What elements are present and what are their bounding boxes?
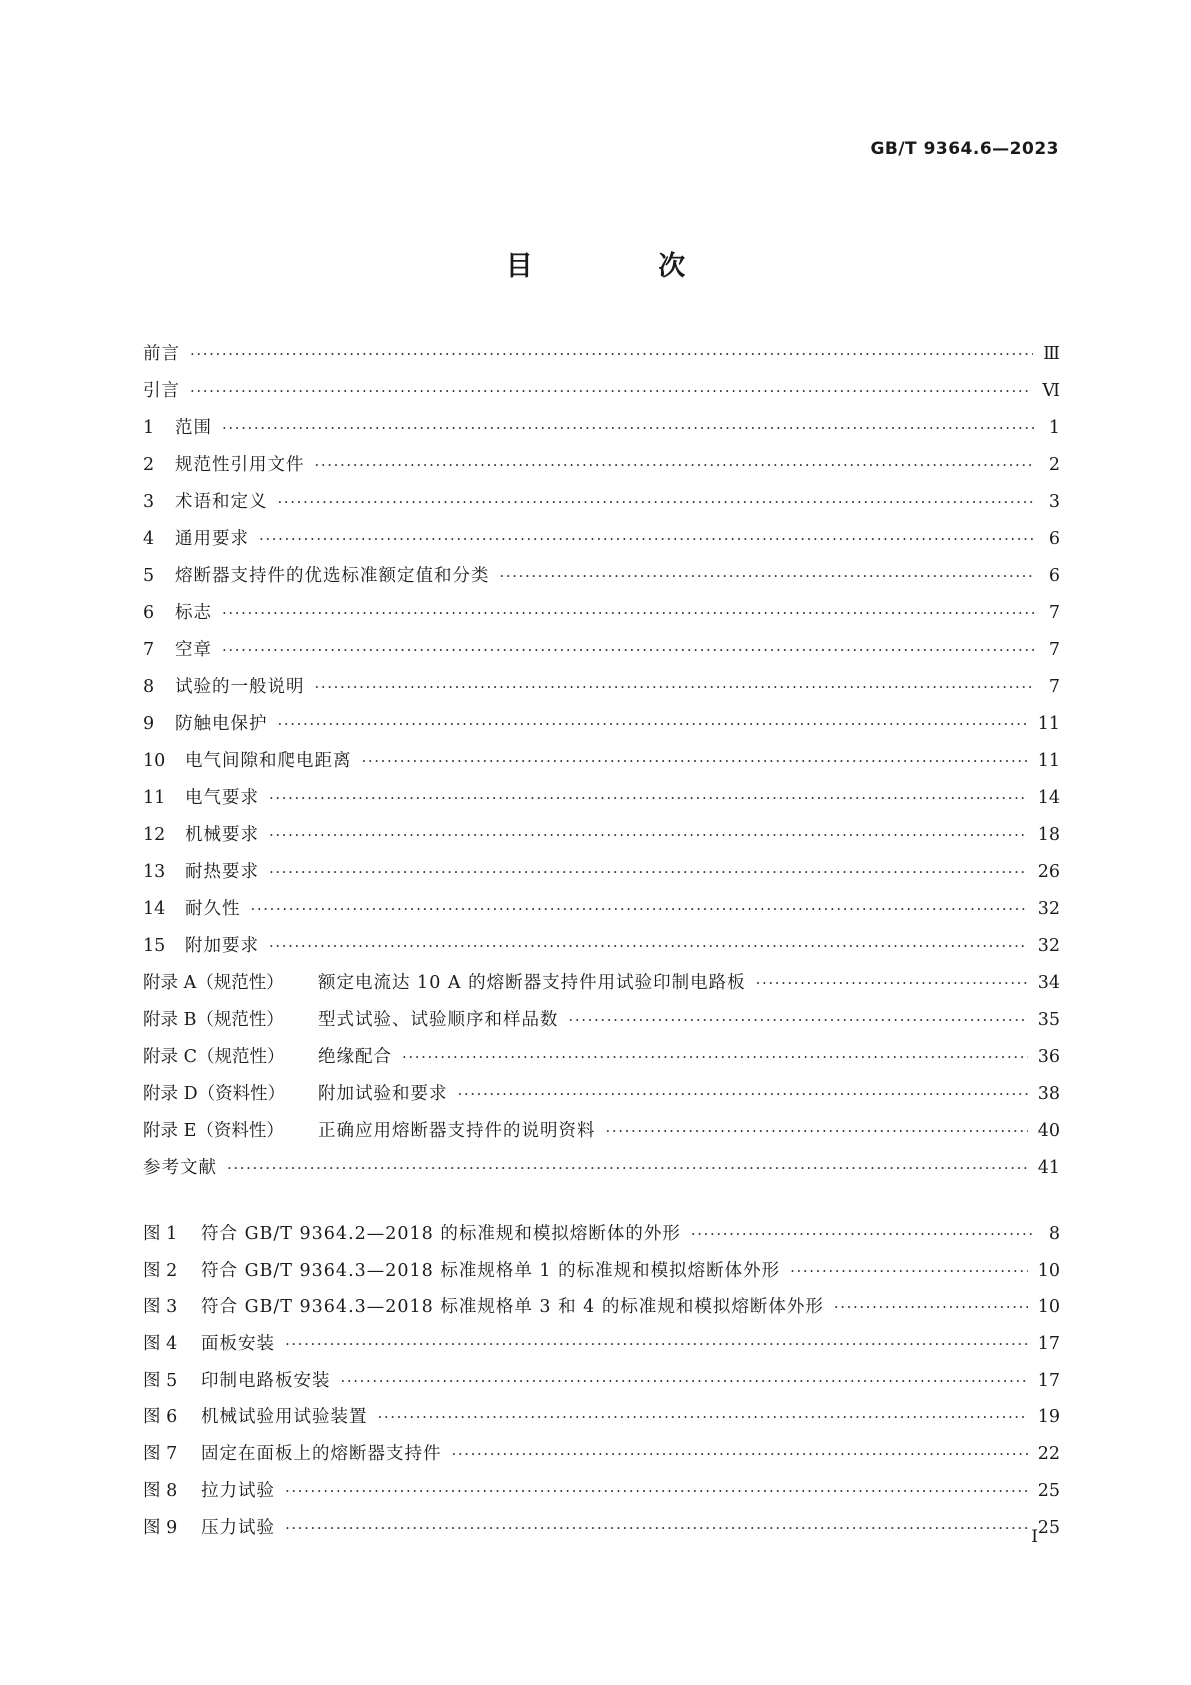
dot-leader <box>606 1122 1028 1140</box>
dot-leader <box>227 1159 1028 1177</box>
dot-leader <box>269 937 1028 955</box>
section-title: 耐久性 <box>185 899 241 919</box>
section-title: 电气要求 <box>185 788 259 808</box>
page-number: 7 <box>1048 640 1060 660</box>
section-number: 附录 D（资料性） <box>143 1084 286 1104</box>
figure-number: 图 6 <box>143 1407 178 1428</box>
section-title: 机械要求 <box>185 825 259 845</box>
list-of-figures <box>143 1220 1060 1550</box>
page-number: 10 <box>1037 1297 1060 1318</box>
figure-entry[interactable] <box>143 1257 1060 1294</box>
figure-title: 压力试验 <box>201 1517 275 1538</box>
dot-leader <box>315 678 1035 696</box>
section-title: 型式试验、试验顺序和样品数 <box>318 1010 559 1030</box>
dot-leader <box>285 1335 1028 1353</box>
toc-entry[interactable] <box>143 858 1060 895</box>
figure-entry[interactable] <box>143 1367 1060 1404</box>
page-number: 32 <box>1037 899 1060 919</box>
figure-title: 面板安装 <box>201 1334 275 1355</box>
dot-leader <box>269 826 1028 844</box>
dot-leader <box>452 1445 1028 1463</box>
standard-code: GB/T 9364.6—2023 <box>870 139 1059 159</box>
page-number: 26 <box>1037 862 1060 882</box>
section-title: 参考文献 <box>143 1158 217 1178</box>
figure-entry[interactable] <box>143 1330 1060 1367</box>
toc-entry[interactable] <box>143 821 1060 858</box>
page-number: 36 <box>1037 1047 1060 1067</box>
page-title: 目 次 <box>505 251 744 282</box>
page-number: 35 <box>1037 1010 1060 1030</box>
section-number: 14 <box>143 899 166 919</box>
page-number: 34 <box>1037 973 1060 993</box>
page-number: 10 <box>1037 1260 1060 1281</box>
section-title: 电气间隙和爬电距离 <box>185 751 352 771</box>
dot-leader <box>251 900 1028 918</box>
page-number: 19 <box>1037 1407 1060 1428</box>
dot-leader <box>259 530 1034 548</box>
dot-leader <box>285 1482 1028 1500</box>
dot-leader <box>458 1085 1028 1103</box>
dot-leader <box>402 1048 1028 1066</box>
toc-entry[interactable] <box>143 747 1060 784</box>
section-number: 12 <box>143 825 166 845</box>
section-number: 6 <box>143 603 155 623</box>
section-number: 3 <box>143 492 155 512</box>
toc-entry[interactable] <box>143 562 1060 599</box>
section-title: 通用要求 <box>175 529 249 549</box>
figure-number: 图 4 <box>143 1334 178 1355</box>
section-title: 耐热要求 <box>185 862 259 882</box>
section-title: 引言 <box>143 381 180 401</box>
section-number: 附录 B（规范性） <box>143 1010 284 1030</box>
section-title: 附加试验和要求 <box>318 1084 448 1104</box>
toc-entry[interactable] <box>143 710 1060 747</box>
figure-number: 图 3 <box>143 1297 178 1318</box>
section-title: 术语和定义 <box>175 492 268 512</box>
toc-entry[interactable] <box>143 488 1060 525</box>
page-number: 25 <box>1037 1480 1060 1501</box>
toc-entry[interactable] <box>143 1080 1060 1117</box>
section-number: 附录 A（规范性） <box>143 973 284 993</box>
dot-leader <box>362 752 1028 770</box>
footer-page-number: I <box>1031 1527 1038 1547</box>
section-number: 1 <box>143 418 155 438</box>
figure-title: 固定在面板上的熔断器支持件 <box>201 1444 442 1465</box>
section-title: 标志 <box>175 603 212 623</box>
section-number: 2 <box>143 455 155 475</box>
section-title: 绝缘配合 <box>318 1047 392 1067</box>
toc-entry[interactable] <box>143 525 1060 562</box>
dot-leader <box>500 567 1035 585</box>
section-title: 附加要求 <box>185 936 259 956</box>
dot-leader <box>278 715 1028 733</box>
dot-leader <box>222 641 1034 659</box>
figure-entry[interactable] <box>143 1220 1060 1257</box>
section-title: 正确应用熔断器支持件的说明资料 <box>318 1121 596 1141</box>
section-number: 11 <box>143 788 166 808</box>
page-number: Ⅲ <box>1043 344 1060 364</box>
toc-entry[interactable] <box>143 451 1060 488</box>
dot-leader <box>269 789 1028 807</box>
dot-leader <box>222 604 1034 622</box>
page-number: 3 <box>1048 492 1060 512</box>
toc-entry[interactable] <box>143 1154 1060 1191</box>
page-number: 22 <box>1037 1444 1060 1465</box>
toc-entry[interactable] <box>143 636 1060 673</box>
figure-entry[interactable] <box>143 1477 1060 1514</box>
figure-title: 符合 GB/T 9364.3—2018 标准规格单 1 的标准规和模拟熔断体外形 <box>201 1260 781 1281</box>
page-number: 7 <box>1048 603 1060 623</box>
toc-entry[interactable] <box>143 377 1060 414</box>
figure-number: 图 5 <box>143 1370 178 1391</box>
toc-entry[interactable] <box>143 673 1060 710</box>
dot-leader <box>278 493 1035 511</box>
toc-entry[interactable] <box>143 1006 1060 1043</box>
dot-leader <box>569 1011 1028 1029</box>
page-number: 7 <box>1048 677 1060 697</box>
dot-leader <box>315 456 1035 474</box>
page-number: 2 <box>1048 455 1060 475</box>
page-number: 32 <box>1037 936 1060 956</box>
page-number: 41 <box>1037 1158 1060 1178</box>
section-title: 熔断器支持件的优选标准额定值和分类 <box>175 566 490 586</box>
dot-leader <box>378 1408 1028 1426</box>
toc-entry[interactable] <box>143 340 1060 377</box>
figure-number: 图 9 <box>143 1517 178 1538</box>
figure-title: 拉力试验 <box>201 1480 275 1501</box>
page-number: 17 <box>1037 1334 1060 1355</box>
section-title: 空章 <box>175 640 212 660</box>
section-title: 前言 <box>143 344 180 364</box>
page-number: 40 <box>1037 1121 1060 1141</box>
section-title: 额定电流达 10 A 的熔断器支持件用试验印制电路板 <box>318 973 746 993</box>
dot-leader <box>285 1519 1028 1537</box>
figure-title: 印制电路板安装 <box>201 1370 331 1391</box>
page-number: Ⅵ <box>1042 381 1060 401</box>
dot-leader <box>756 974 1028 992</box>
figure-entry[interactable] <box>143 1514 1060 1551</box>
section-number: 10 <box>143 751 166 771</box>
section-number: 7 <box>143 640 155 660</box>
figure-title: 符合 GB/T 9364.2—2018 的标准规和模拟熔断体的外形 <box>201 1224 681 1244</box>
section-title: 试验的一般说明 <box>175 677 305 697</box>
section-number: 4 <box>143 529 155 549</box>
dot-leader <box>190 345 1033 363</box>
page-number: 38 <box>1037 1084 1060 1104</box>
section-number: 9 <box>143 714 155 734</box>
toc-entry[interactable] <box>143 1043 1060 1080</box>
page-number: 14 <box>1037 788 1060 808</box>
dot-leader <box>190 382 1032 400</box>
dot-leader <box>222 419 1034 437</box>
section-number: 5 <box>143 566 155 586</box>
toc-entry[interactable] <box>143 1117 1060 1154</box>
section-title: 规范性引用文件 <box>175 455 305 475</box>
toc-entry[interactable] <box>143 969 1060 1006</box>
figure-number: 图 2 <box>143 1260 178 1281</box>
dot-leader <box>269 863 1028 881</box>
figure-entry[interactable] <box>143 1403 1060 1440</box>
section-number: 附录 C（规范性） <box>143 1047 285 1067</box>
dot-leader <box>341 1372 1028 1390</box>
page-number: 11 <box>1037 714 1060 734</box>
figure-title: 符合 GB/T 9364.3—2018 标准规格单 3 和 4 的标准规和模拟熔断体外形 <box>201 1297 824 1318</box>
dot-leader <box>834 1298 1028 1316</box>
section-number: 13 <box>143 862 166 882</box>
figure-entry[interactable] <box>143 1293 1060 1330</box>
figure-title: 机械试验用试验装置 <box>201 1407 368 1428</box>
section-number: 15 <box>143 936 166 956</box>
toc-entry[interactable] <box>143 932 1060 969</box>
figure-number: 图 1 <box>143 1224 178 1244</box>
section-number: 附录 E（资料性） <box>143 1121 284 1141</box>
toc-entry[interactable] <box>143 414 1060 451</box>
section-title: 范围 <box>175 418 212 438</box>
page-number: 1 <box>1048 418 1060 438</box>
page-number: 6 <box>1048 566 1060 586</box>
figure-number: 图 7 <box>143 1444 178 1465</box>
page-number: 17 <box>1037 1370 1060 1391</box>
table-of-contents <box>143 340 1060 1191</box>
page-number: 18 <box>1037 825 1060 845</box>
page-number: 8 <box>1048 1224 1060 1244</box>
page-number: 6 <box>1048 529 1060 549</box>
section-title: 防触电保护 <box>175 714 268 734</box>
page-number: 11 <box>1037 751 1060 771</box>
toc-entry[interactable] <box>143 784 1060 821</box>
dot-leader <box>790 1262 1028 1280</box>
toc-entry[interactable] <box>143 895 1060 932</box>
section-number: 8 <box>143 677 155 697</box>
figure-entry[interactable] <box>143 1440 1060 1477</box>
page-number: 25 <box>1037 1517 1060 1538</box>
figure-number: 图 8 <box>143 1480 178 1501</box>
toc-entry[interactable] <box>143 599 1060 636</box>
dot-leader <box>691 1225 1034 1243</box>
